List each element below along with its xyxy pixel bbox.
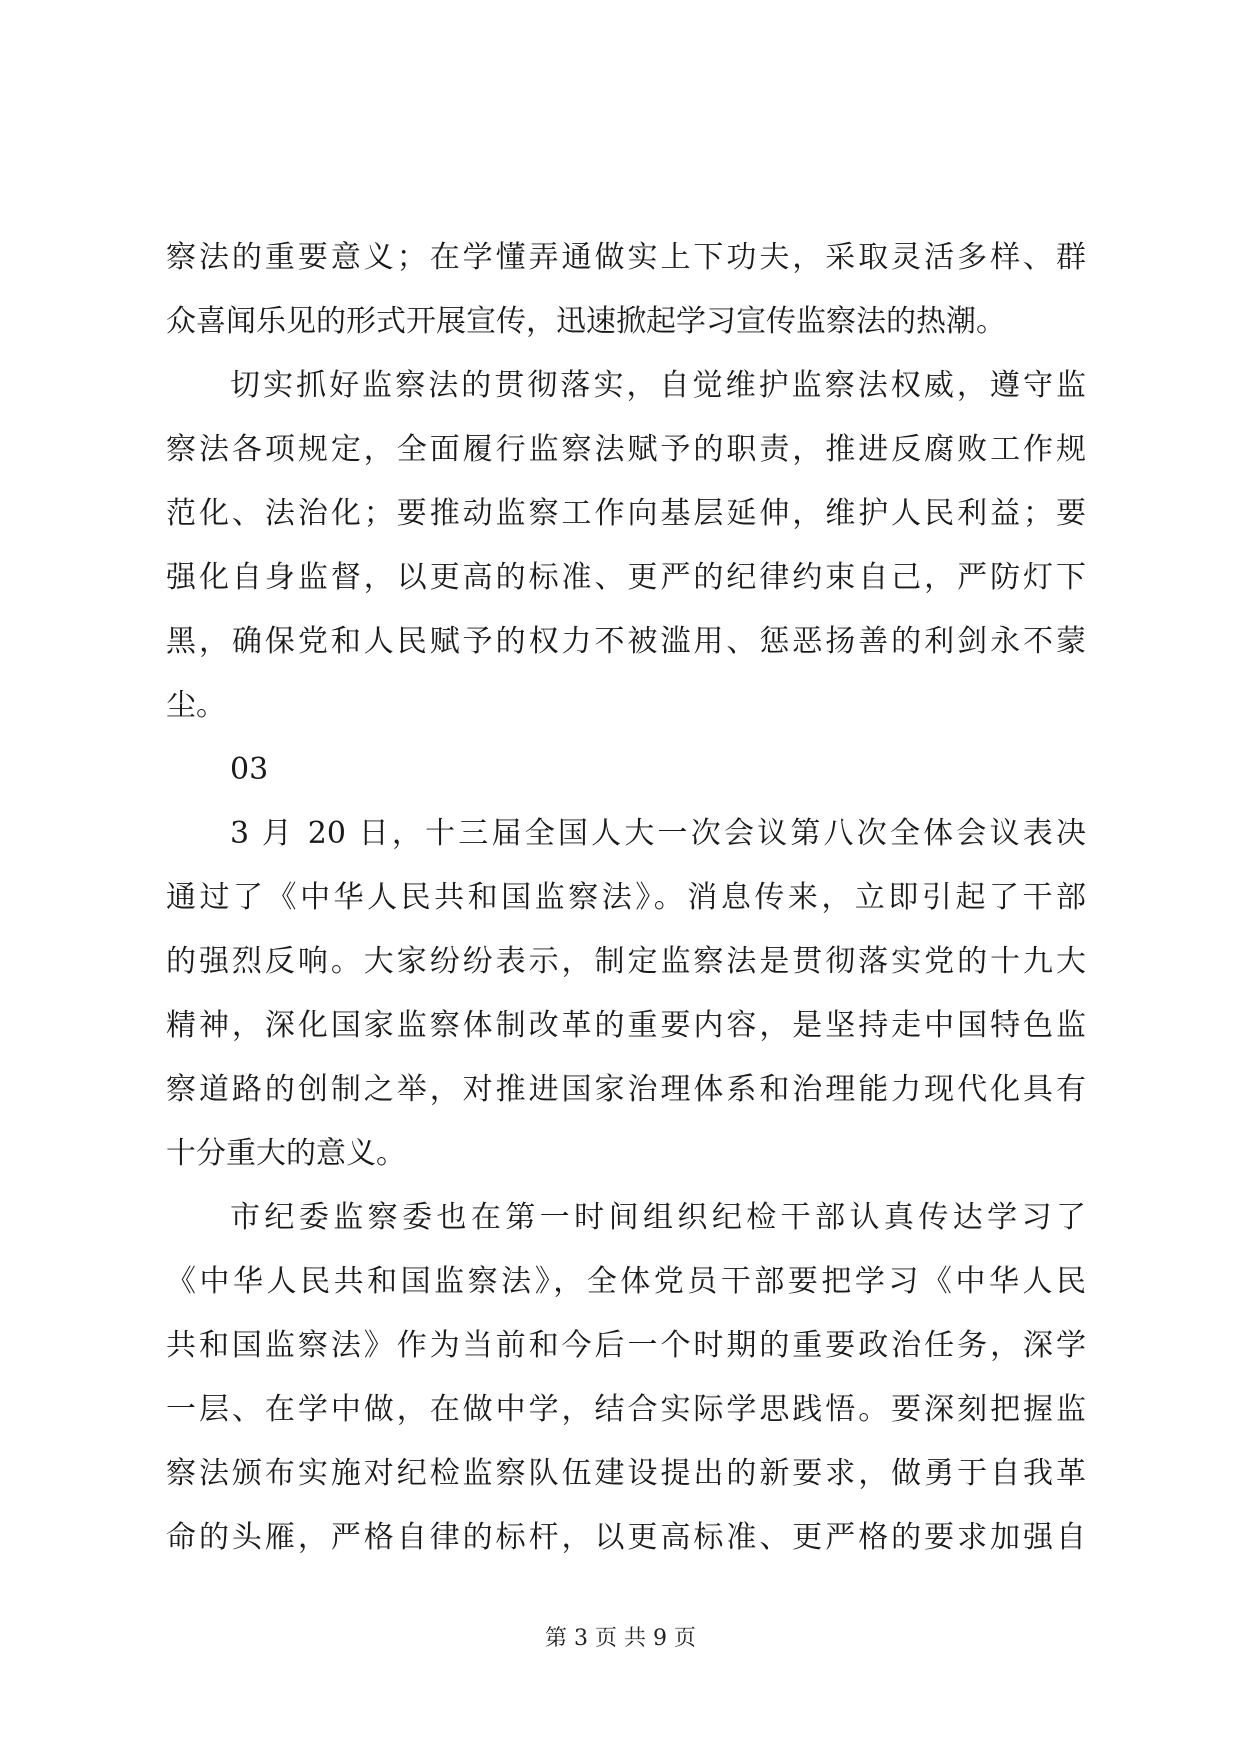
text-line: 的强烈反响。大家纷纷表示，制定监察法是贯彻落实党的十九大 (166, 944, 1086, 979)
text-line: 强化自身监督，以更高的标准、更严的纪律约束自己，严防灯下 (166, 560, 1086, 595)
document-body (166, 226, 1086, 1570)
text-line: 共和国监察法》作为当前和今后一个时期的重要政治任务，深学 (166, 1328, 1086, 1363)
text-line: 察法各项规定，全面履行监察法赋予的职责，推进反腐败工作规 (166, 432, 1086, 467)
text-line: 命的头雁，严格自律的标杆，以更高标准、更严格的要求加强自 (166, 1520, 1086, 1555)
text-line: 03 (230, 752, 269, 787)
text-line: 通过了《中华人民共和国监察法》。消息传来，立即引起了干部 (166, 880, 1086, 915)
text-line: 市纪委监察委也在第一时间组织纪检干部认真传达学习了 (230, 1200, 1086, 1235)
text-line: 十分重大的意义。 (166, 1136, 406, 1171)
text-line: 一层、在学中做，在做中学，结合实际学思践悟。要深刻把握监 (166, 1392, 1086, 1427)
text-line: 《中华人民共和国监察法》，全体党员干部要把学习《中华人民 (166, 1264, 1086, 1299)
text-line: 众喜闻乐见的形式开展宣传，迅速掀起学习宣传监察法的热潮。 (166, 304, 1006, 339)
page-footer: 第 3 页 共 9 页 (545, 1626, 696, 1651)
text-line: 切实抓好监察法的贯彻落实，自觉维护监察法权威，遵守监 (230, 368, 1086, 403)
text-line: 察法颁布实施对纪检监察队伍建设提出的新要求，做勇于自我革 (166, 1456, 1086, 1491)
text-line: 精神，深化国家监察体制改革的重要内容，是坚持走中国特色监 (166, 1008, 1086, 1043)
text-line: 察道路的创制之举，对推进国家治理体系和治理能力现代化具有 (166, 1072, 1086, 1107)
text-line: 3 月 20 日，十三届全国人大一次会议第八次全体会议表决 (230, 816, 1086, 851)
text-line: 范化、法治化；要推动监察工作向基层延伸，维护人民利益；要 (166, 496, 1086, 531)
text-line: 黑，确保党和人民赋予的权力不被滥用、惩恶扬善的利剑永不蒙 (166, 624, 1086, 659)
text-line: 察法的重要意义；在学懂弄通做实上下功夫，采取灵活多样、群 (166, 240, 1086, 275)
text-line: 尘。 (166, 688, 226, 723)
